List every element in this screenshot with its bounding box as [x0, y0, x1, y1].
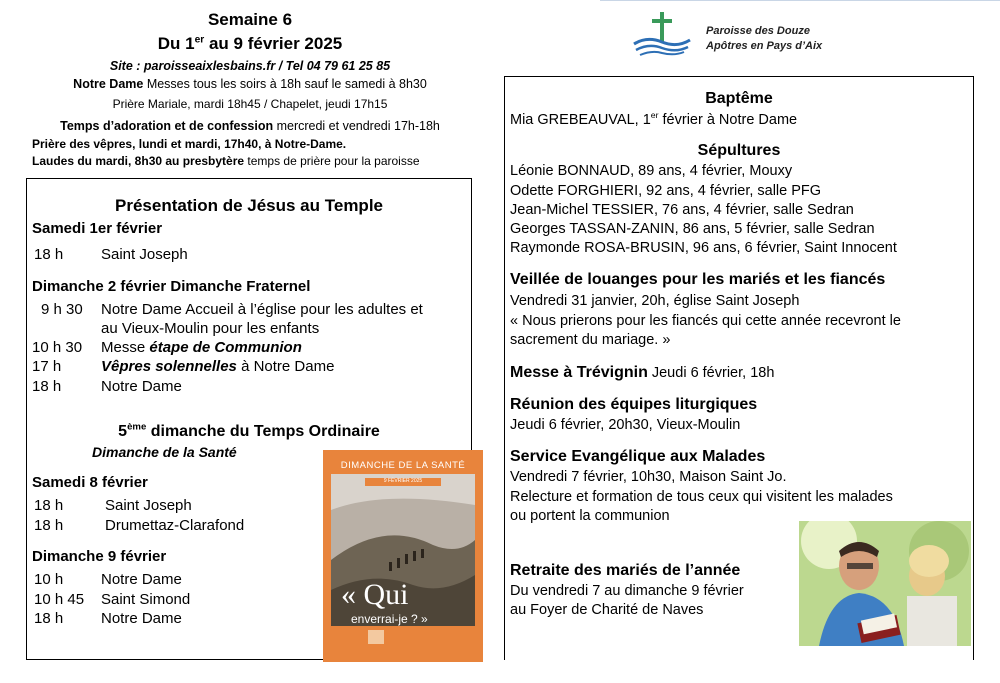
samedi-1-title: Samedi 1er février: [32, 220, 163, 237]
logo-line1: Paroisse des Douze: [706, 25, 810, 37]
poster-top-text: DIMANCHE DE LA SANTÉ: [340, 460, 466, 471]
laudes-text: temps de prière pour la paroisse: [244, 154, 420, 168]
ord-sup: ème: [127, 421, 147, 433]
samedi-1-time: 18 h: [34, 246, 64, 263]
poster-date-text: 9 FÉVRIER 2025: [383, 478, 423, 484]
retraite-line-2: au Foyer de Charité de Naves: [510, 602, 704, 618]
sam8-r1-place: Saint Joseph: [105, 497, 192, 514]
reunion-date: Jeudi 6 février, 20h30, Vieux-Moulin: [510, 417, 741, 433]
bapteme-title: Baptême: [705, 90, 773, 107]
dim2-r2-pre: Messe: [101, 339, 150, 356]
sepulture-5: Raymonde ROSA-BRUSIN, 96 ans, 6 février, Saint Innocent: [510, 240, 897, 256]
date-range: [100, 34, 400, 54]
retraite-line-1: Du vendredi 7 au dimanche 9 février: [510, 583, 744, 599]
date-range-pre: Du 1: [157, 34, 195, 53]
sepulture-2: Odette FORGHIERI, 92 ans, 4 février, salle PFG: [510, 183, 822, 199]
dimanche-sante-poster-image: [323, 450, 483, 662]
laudes-label: Laudes du mardi, 8h30 au presbytère: [32, 154, 245, 168]
logo-line2: Apôtres en Pays d’Aix: [706, 40, 823, 52]
site-contact[interactable]: Site : paroisseaixlesbains.fr / Tel 04 79 61 25 85: [109, 59, 391, 73]
top-divider: [600, 0, 1000, 1]
dim2-r3: [101, 358, 334, 375]
sem-line-2: ou portent la communion: [510, 508, 670, 524]
adoration-label: Temps d’adoration et de confession: [60, 119, 274, 133]
nd-text: Messes tous les soirs à 18h sauf le samedi à 8h30: [143, 77, 427, 91]
veillee-date: Vendredi 31 janvier, 20h, église Saint Joseph: [510, 293, 800, 309]
sem-line-1: Relecture et formation de tous ceux qui visitent les malades: [510, 489, 893, 505]
retraite-title: Retraite des mariés de l’année: [510, 562, 741, 579]
veillee-quote-1: « Nous prierons pour les fiancés qui cette année recevront le: [510, 313, 901, 329]
dim9-r2-place: Saint Simond: [101, 591, 191, 608]
dim2-r1-time: 9 h 30: [41, 301, 83, 318]
ord-pre: 5: [118, 423, 128, 440]
presentation-title: Présentation de Jésus au Temple: [115, 196, 383, 215]
sam8-r2-place: Drumettaz-Clarafond: [105, 517, 245, 534]
dimanche-sante-subtitle: Dimanche de la Santé: [92, 444, 237, 460]
poster-qui-text: « Qui: [341, 578, 409, 611]
dim2-r3-em: Vêpres solennelles: [101, 358, 237, 375]
sepultures-title: Sépultures: [697, 142, 781, 159]
sepulture-3: Jean-Michel TESSIER, 76 ans, 4 février, salle Sedran: [510, 202, 854, 218]
laudes-line: [32, 154, 472, 168]
veillee-quote-2: sacrement du mariage. »: [510, 332, 671, 348]
dim2-r2-time: 10 h 30: [32, 339, 83, 356]
dim9-r3-place: Notre Dame: [101, 610, 182, 627]
priere-mariale: Prière Mariale, mardi 18h45 / Chapelet, jeudi 17h15: [112, 97, 388, 111]
cross-waves-logo-icon: [632, 10, 692, 58]
messe-trevignin: [510, 364, 774, 382]
bapteme-post: février à Notre Dame: [658, 112, 798, 128]
date-range-sup: er: [194, 34, 205, 46]
dim2-r3-post: à Notre Dame: [236, 358, 335, 375]
dim9-r1-time: 10 h: [34, 571, 64, 588]
dim2-r2: [101, 339, 302, 356]
dim2-r1-line2: au Vieux-Moulin pour les enfants: [101, 320, 320, 337]
bapteme-sup: er: [650, 110, 659, 121]
dim9-r3-time: 18 h: [34, 610, 64, 627]
vepres-line: Prière des vêpres, lundi et mardi, 17h40, à Notre-Dame.: [32, 137, 347, 151]
samedi-1-place: Saint Joseph: [101, 246, 188, 263]
nd-label: Notre Dame: [73, 77, 144, 91]
samedi-8-title: Samedi 8 février: [32, 474, 148, 491]
veillee-title: Veillée de louanges pour les mariés et les fiancés: [510, 271, 886, 288]
sepulture-1: Léonie BONNAUD, 89 ans, 4 février, Mouxy: [510, 163, 793, 179]
dim2-r4-time: 18 h: [32, 378, 62, 395]
dim2-r3-time: 17 h: [32, 358, 62, 375]
dim2-r1-line1: Notre Dame Accueil à l’église pour les adultes et: [101, 301, 423, 318]
dim9-r1-place: Notre Dame: [101, 571, 182, 588]
dimanche-9-title: Dimanche 9 février: [32, 548, 167, 565]
sepulture-4: Georges TASSAN-ZANIN, 86 ans, 5 février, salle Sedran: [510, 221, 875, 237]
ord-post: dimanche du Temps Ordinaire: [146, 423, 380, 440]
reunion-title: Réunion des équipes liturgiques: [510, 396, 758, 413]
dim2-r4-place: Notre Dame: [101, 378, 182, 395]
bapteme-text: [510, 112, 797, 128]
logo-text: [706, 24, 822, 54]
dimanche-2-title: Dimanche 2 février Dimanche Fraternel: [32, 278, 311, 295]
dim2-r2-em: étape de Communion: [149, 339, 302, 356]
sem-date: Vendredi 7 février, 10h30, Maison Saint Jo.: [510, 469, 787, 485]
notre-dame-masses: [40, 77, 460, 91]
adoration-text: mercredi et vendredi 17h-18h: [273, 119, 440, 133]
messe-date: Jeudi 6 février, 18h: [647, 365, 775, 381]
messe-title: Messe à Trévignin: [510, 364, 648, 381]
date-range-post: au 9 février 2025: [204, 34, 343, 53]
sem-title: Service Evangélique aux Malades: [510, 448, 766, 465]
sam8-r2-time: 18 h: [34, 517, 64, 534]
bapteme-pre: Mia GREBEAUVAL, 1: [510, 112, 651, 128]
week-title: Semaine 6: [207, 10, 293, 29]
adoration: [30, 119, 470, 133]
poster-envoie-text: enverrai-je ? »: [351, 612, 428, 626]
couple-reading-photo: [799, 521, 971, 646]
sam8-r1-time: 18 h: [34, 497, 64, 514]
dim9-r2-time: 10 h 45: [34, 591, 85, 608]
temps-ordinaire-title: [26, 423, 472, 441]
